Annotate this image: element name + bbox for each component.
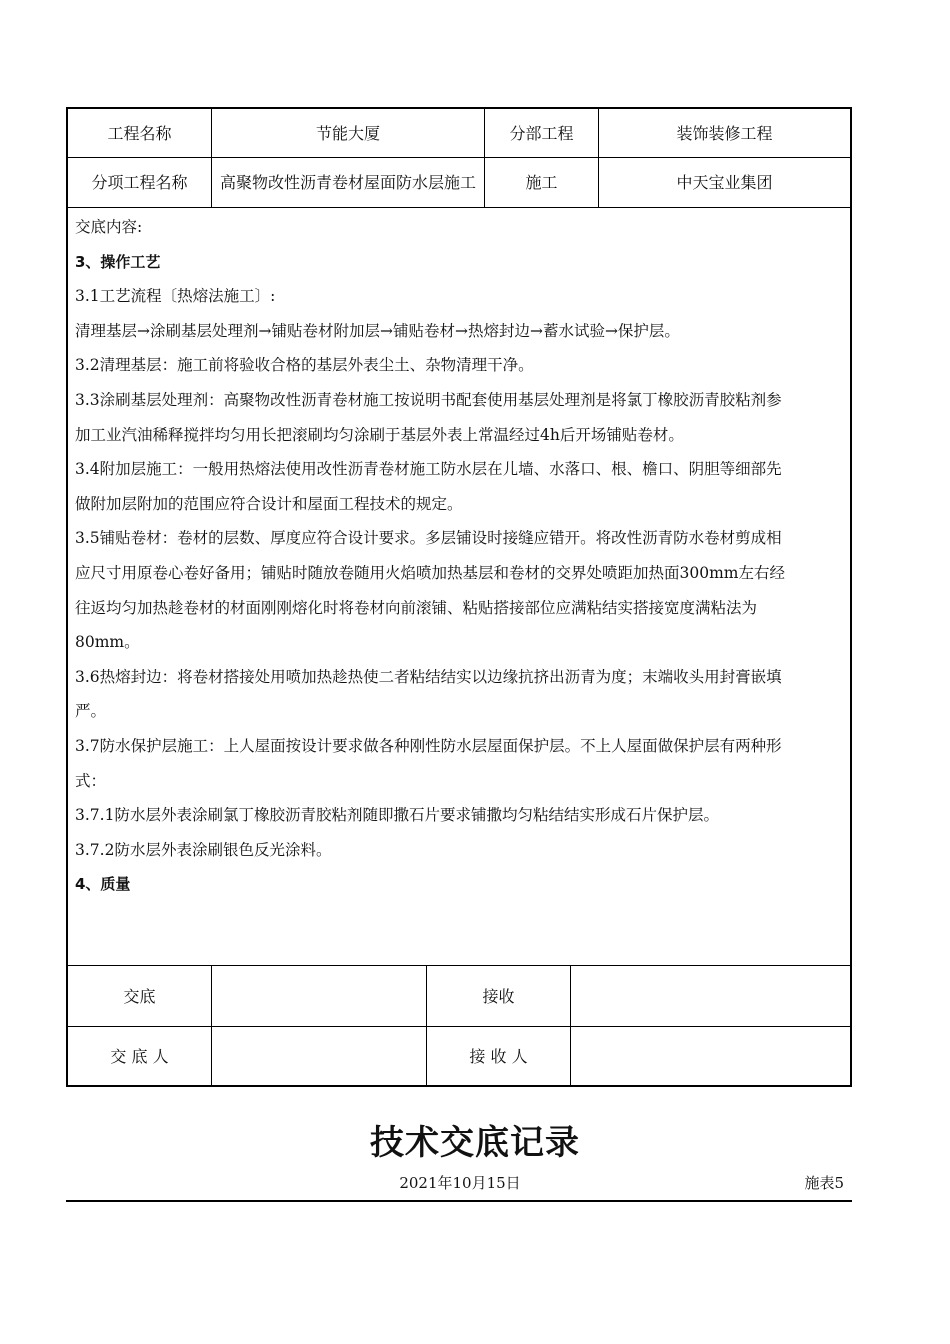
content-line: 3.7.1防水层外表涂刷氯丁橡胶沥青胶粘剂随即撒石片要求铺撒均匀粘结结实形成石片保护层。: [75, 806, 719, 825]
content-line: 80mm。: [75, 633, 140, 652]
receive-signature-field[interactable]: [571, 966, 850, 1026]
row-divider: [68, 207, 850, 208]
content-line: 往返均匀加热趁卷材的材面刚刚熔化时将卷材向前滚铺、粘贴搭接部位应满粘结实搭接宽度满粘法为: [75, 598, 758, 617]
section-heading: 4、质量: [75, 875, 131, 894]
bottom-rule: [66, 1200, 852, 1202]
content-line: 3.6热熔封边：将卷材搭接处用喷加热趁热使二者粘结结实以边缘抗挤出沥青为度；末端收头用封膏嵌填: [75, 667, 782, 686]
section-heading: 3、操作工艺: [75, 252, 161, 271]
content-line: 加工业汽油稀释搅拌均匀用长把滚刷均匀涂刷于基层外表上常温经过4h后开场铺贴卷材。: [75, 425, 684, 444]
content-line: 3.2清理基层：施工前将验收合格的基层外表尘土、杂物清理干净。: [75, 356, 534, 375]
content-line: 做附加层附加的范围应符合设计和屋面工程技术的规定。: [75, 494, 463, 513]
content-line: 严。: [75, 702, 107, 721]
content-line: 3.3涂刷基层处理剂：高聚物改性沥青卷材施工按说明书配套使用基层处理剂是将氯丁橡胶沥青胶粘剂参: [75, 390, 782, 409]
handover-label: 交底: [123, 986, 156, 1006]
content-line: 交底内容:: [75, 218, 143, 236]
receive-person-label: 接 收 人: [469, 1046, 528, 1066]
content-line: 3.7.2防水层外表涂刷银色反光涂料。: [75, 840, 332, 859]
division-value: 装饰装修工程: [676, 123, 773, 143]
subitem-value: 高聚物改性沥青卷材屋面防水层施工: [219, 173, 476, 192]
receive-label: 接收: [482, 986, 515, 1006]
disclosure-content: [75, 210, 845, 902]
document-title: 技术交底记录: [370, 1123, 580, 1163]
content-line: 3.5铺贴卷材：卷材的层数、厚度应符合设计要求。多层铺设时接缝应错开。将改性沥青防水卷材剪成相: [75, 529, 782, 548]
handover-person-label: 交 底 人: [110, 1046, 169, 1066]
construction-label: 施工: [525, 173, 558, 192]
content-line: 式：: [75, 771, 107, 790]
construction-value: 中天宝业集团: [676, 173, 773, 192]
division-label: 分部工程: [509, 123, 574, 143]
content-line: 3.1工艺流程〔热熔法施工〕:: [75, 287, 276, 306]
content-line: 3.7防水保护层施工：上人屋面按设计要求做各种刚性防水层屋面保护层。不上人屋面做保护层有两种形: [75, 736, 782, 755]
handover-signature-field[interactable]: [212, 966, 426, 1026]
content-line: 3.4附加层施工：一般用热熔法使用改性沥青卷材施工防水层在儿墙、水落口、根、檐口、阴胆等细部先: [75, 460, 782, 479]
receive-person-field[interactable]: [571, 1027, 850, 1085]
content-line: 清理基层→涂刷基层处理剂→铺贴卷材附加层→铺贴卷材→热熔封边→蓄水试验→保护层。: [75, 321, 680, 340]
handover-person-field[interactable]: [212, 1027, 426, 1085]
subitem-label: 分项工程名称: [91, 173, 188, 192]
project-name-value: 节能大厦: [315, 123, 380, 143]
form-number: 施表5: [804, 1174, 844, 1192]
content-line: 应尺寸用原卷心卷好备用；铺贴时随放卷随用火焰喷加热基层和卷材的交界处喷距加热面300mm左右经: [75, 563, 785, 582]
project-name-label: 工程名称: [107, 123, 172, 143]
document-date: 2021年10月15日: [399, 1174, 521, 1192]
